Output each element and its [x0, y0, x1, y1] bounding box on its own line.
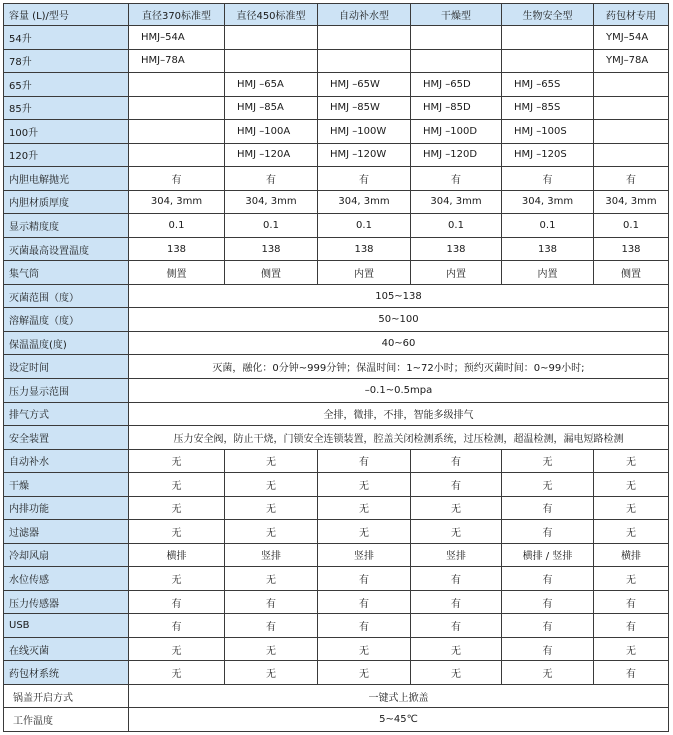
- feature-cell: 无: [129, 661, 225, 685]
- row-label: 水位传感: [4, 567, 129, 591]
- model-cell: [318, 49, 411, 73]
- feature-cell: 无: [502, 449, 594, 473]
- feature-cell: 无: [129, 637, 225, 661]
- row-label: 78升: [4, 49, 129, 73]
- row-label: 内胆材质厚度: [4, 190, 129, 214]
- feature-row: [4, 567, 669, 591]
- feature-cell: 无: [594, 496, 669, 520]
- shared-value: 灭菌，融化：0分钟~999分钟；保温时间：1~72小时；预约灭菌时间：0~99小时;: [129, 355, 669, 379]
- feature-cell: 无: [318, 661, 411, 685]
- row-label: 冷却风扇: [4, 543, 129, 567]
- feature-cell: 无: [318, 520, 411, 544]
- footer-row: [4, 708, 669, 732]
- row-label: 灭菌范围（度）: [4, 284, 129, 308]
- model-cell: YMJ–78A: [594, 49, 669, 73]
- row-label: 设定时间: [4, 355, 129, 379]
- model-cell: HMJ –120S: [502, 143, 594, 167]
- col-header: 生物安全型: [502, 4, 594, 26]
- feature-cell: 无: [502, 473, 594, 497]
- spec-cell: 138: [318, 237, 411, 261]
- feature-cell: 横排: [594, 543, 669, 567]
- spec-cell: 304, 3mm: [129, 190, 225, 214]
- row-label: 锅盖开启方式: [4, 684, 129, 708]
- feature-cell: 有: [502, 614, 594, 638]
- feature-cell: 竖排: [225, 543, 318, 567]
- spec-cell: 有: [594, 167, 669, 191]
- spec-row: [4, 167, 669, 191]
- shared-row: [4, 402, 669, 426]
- feature-cell: 无: [411, 637, 502, 661]
- feature-cell: 无: [225, 661, 318, 685]
- feature-cell: 无: [502, 661, 594, 685]
- row-label: 在线灭菌: [4, 637, 129, 661]
- row-label: 100升: [4, 120, 129, 144]
- capacity-row: [4, 143, 669, 167]
- header-corner: 容量 (L)/型号: [4, 4, 129, 26]
- model-cell: [411, 49, 502, 73]
- feature-cell: 横排 / 竖排: [502, 543, 594, 567]
- model-cell: [594, 143, 669, 167]
- spec-cell: 304, 3mm: [502, 190, 594, 214]
- feature-cell: 有: [411, 614, 502, 638]
- spec-cell: 304, 3mm: [318, 190, 411, 214]
- spec-cell: 304, 3mm: [225, 190, 318, 214]
- row-label: 压力传感器: [4, 590, 129, 614]
- model-cell: [594, 73, 669, 97]
- row-label: 压力显示范围: [4, 378, 129, 402]
- spec-cell: 304, 3mm: [594, 190, 669, 214]
- col-header: 直径450标准型: [225, 4, 318, 26]
- feature-row: [4, 520, 669, 544]
- model-cell: [318, 26, 411, 50]
- feature-cell: 无: [594, 637, 669, 661]
- feature-cell: 无: [225, 637, 318, 661]
- spec-cell: 内置: [318, 261, 411, 285]
- spec-cell: 有: [411, 167, 502, 191]
- spec-cell: 侧置: [225, 261, 318, 285]
- spec-cell: 138: [411, 237, 502, 261]
- model-cell: HMJ–78A: [129, 49, 225, 73]
- spec-row: [4, 237, 669, 261]
- feature-row: [4, 637, 669, 661]
- shared-value: 40~60: [129, 331, 669, 355]
- model-cell: [129, 120, 225, 144]
- feature-cell: 无: [129, 520, 225, 544]
- header-row: [4, 4, 669, 26]
- spec-cell: 有: [225, 167, 318, 191]
- col-header: 干燥型: [411, 4, 502, 26]
- model-cell: [225, 49, 318, 73]
- spec-cell: 内置: [502, 261, 594, 285]
- shared-row: [4, 355, 669, 379]
- feature-cell: 无: [318, 496, 411, 520]
- model-cell: [129, 73, 225, 97]
- model-cell: HMJ –65W: [318, 73, 411, 97]
- model-cell: YMJ–54A: [594, 26, 669, 50]
- spec-cell: 304, 3mm: [411, 190, 502, 214]
- model-cell: HMJ –85S: [502, 96, 594, 120]
- row-label: 干燥: [4, 473, 129, 497]
- feature-cell: 有: [502, 590, 594, 614]
- feature-cell: 有: [129, 590, 225, 614]
- model-cell: HMJ –85D: [411, 96, 502, 120]
- row-label: 显示精度度: [4, 214, 129, 238]
- spec-cell: 0.1: [502, 214, 594, 238]
- shared-row: [4, 331, 669, 355]
- feature-cell: 有: [502, 496, 594, 520]
- capacity-row: [4, 120, 669, 144]
- feature-row: [4, 473, 669, 497]
- feature-cell: 无: [129, 449, 225, 473]
- feature-cell: 有: [411, 473, 502, 497]
- row-label: 120升: [4, 143, 129, 167]
- shared-value: 压力安全阀，防止干烧，门锁安全连锁装置，腔盖关闭检测系统，过压检测，超温检测，漏电短路检测: [129, 426, 669, 450]
- feature-row: [4, 496, 669, 520]
- feature-cell: 有: [594, 661, 669, 685]
- model-cell: [502, 49, 594, 73]
- model-cell: HMJ –65D: [411, 73, 502, 97]
- shared-row: [4, 308, 669, 332]
- feature-row: [4, 590, 669, 614]
- feature-cell: 无: [225, 567, 318, 591]
- feature-cell: 有: [225, 590, 318, 614]
- spec-cell: 138: [225, 237, 318, 261]
- col-header: 药包材专用: [594, 4, 669, 26]
- spec-row: [4, 214, 669, 238]
- capacity-row: [4, 73, 669, 97]
- feature-cell: 无: [411, 520, 502, 544]
- feature-cell: 有: [502, 520, 594, 544]
- row-label: 内排功能: [4, 496, 129, 520]
- feature-cell: 有: [594, 590, 669, 614]
- spec-cell: 138: [594, 237, 669, 261]
- shared-value: 50~100: [129, 308, 669, 332]
- model-cell: HMJ–54A: [129, 26, 225, 50]
- row-label: 内胆电解抛光: [4, 167, 129, 191]
- feature-cell: 无: [594, 473, 669, 497]
- row-label: 保温温度(度): [4, 331, 129, 355]
- feature-cell: 有: [411, 567, 502, 591]
- model-cell: HMJ –65S: [502, 73, 594, 97]
- spec-cell: 0.1: [594, 214, 669, 238]
- feature-cell: 有: [411, 449, 502, 473]
- feature-cell: 有: [318, 590, 411, 614]
- feature-cell: 无: [129, 473, 225, 497]
- model-cell: HMJ –120D: [411, 143, 502, 167]
- spec-cell: 138: [502, 237, 594, 261]
- feature-cell: 无: [594, 567, 669, 591]
- row-label: 集气筒: [4, 261, 129, 285]
- spec-table: [3, 3, 669, 732]
- col-header: 直径370标准型: [129, 4, 225, 26]
- model-cell: HMJ –100W: [318, 120, 411, 144]
- feature-cell: 有: [225, 614, 318, 638]
- model-cell: HMJ –120W: [318, 143, 411, 167]
- spec-cell: 内置: [411, 261, 502, 285]
- model-cell: HMJ –100A: [225, 120, 318, 144]
- feature-cell: 无: [129, 567, 225, 591]
- feature-cell: 有: [129, 614, 225, 638]
- model-cell: [502, 26, 594, 50]
- model-cell: HMJ –100S: [502, 120, 594, 144]
- spec-cell: 侧置: [129, 261, 225, 285]
- spec-cell: 138: [129, 237, 225, 261]
- row-label: 54升: [4, 26, 129, 50]
- spec-row: [4, 190, 669, 214]
- footer-value: 5~45℃: [129, 708, 669, 732]
- feature-cell: 无: [411, 496, 502, 520]
- capacity-row: [4, 26, 669, 50]
- feature-row: [4, 543, 669, 567]
- feature-cell: 有: [411, 590, 502, 614]
- row-label: 工作温度: [4, 708, 129, 732]
- feature-cell: 无: [594, 520, 669, 544]
- shared-value: –0.1~0.5mpa: [129, 378, 669, 402]
- feature-cell: 有: [502, 567, 594, 591]
- spec-cell: 0.1: [225, 214, 318, 238]
- model-cell: [129, 96, 225, 120]
- shared-row: [4, 378, 669, 402]
- spec-row: [4, 261, 669, 285]
- feature-cell: 有: [318, 567, 411, 591]
- feature-cell: 有: [318, 614, 411, 638]
- feature-cell: 有: [318, 449, 411, 473]
- row-label: USB: [4, 614, 129, 638]
- col-header: 自动补水型: [318, 4, 411, 26]
- row-label: 过滤器: [4, 520, 129, 544]
- feature-row: [4, 449, 669, 473]
- model-cell: [129, 143, 225, 167]
- spec-table-body: [4, 26, 669, 732]
- capacity-row: [4, 49, 669, 73]
- row-label: 药包材系统: [4, 661, 129, 685]
- row-label: 安全装置: [4, 426, 129, 450]
- feature-row: [4, 661, 669, 685]
- row-label: 灭菌最高设置温度: [4, 237, 129, 261]
- row-label: 溶解温度（度）: [4, 308, 129, 332]
- model-cell: [225, 26, 318, 50]
- model-cell: [594, 96, 669, 120]
- spec-cell: 有: [129, 167, 225, 191]
- shared-value: 105~138: [129, 284, 669, 308]
- spec-cell: 有: [318, 167, 411, 191]
- model-cell: HMJ –85W: [318, 96, 411, 120]
- model-cell: [594, 120, 669, 144]
- footer-value: 一键式上掀盖: [129, 684, 669, 708]
- model-cell: HMJ –65A: [225, 73, 318, 97]
- spec-cell: 有: [502, 167, 594, 191]
- capacity-row: [4, 96, 669, 120]
- spec-cell: 0.1: [318, 214, 411, 238]
- row-label: 自动补水: [4, 449, 129, 473]
- feature-cell: 无: [225, 496, 318, 520]
- feature-cell: 无: [318, 473, 411, 497]
- shared-value: 全排，微排，不排，智能多级排气: [129, 402, 669, 426]
- feature-cell: 横排: [129, 543, 225, 567]
- shared-row: [4, 426, 669, 450]
- feature-cell: 竖排: [411, 543, 502, 567]
- spec-cell: 侧置: [594, 261, 669, 285]
- row-label: 排气方式: [4, 402, 129, 426]
- footer-row: [4, 684, 669, 708]
- feature-cell: 无: [225, 473, 318, 497]
- spec-cell: 0.1: [411, 214, 502, 238]
- feature-cell: 有: [594, 614, 669, 638]
- feature-row: [4, 614, 669, 638]
- model-cell: HMJ –120A: [225, 143, 318, 167]
- feature-cell: 竖排: [318, 543, 411, 567]
- feature-cell: 无: [225, 520, 318, 544]
- row-label: 85升: [4, 96, 129, 120]
- model-cell: [411, 26, 502, 50]
- model-cell: HMJ –85A: [225, 96, 318, 120]
- model-cell: HMJ –100D: [411, 120, 502, 144]
- row-label: 65升: [4, 73, 129, 97]
- feature-cell: 有: [502, 637, 594, 661]
- feature-cell: 无: [129, 496, 225, 520]
- feature-cell: 无: [318, 637, 411, 661]
- shared-row: [4, 284, 669, 308]
- feature-cell: 无: [225, 449, 318, 473]
- feature-cell: 无: [411, 661, 502, 685]
- spec-cell: 0.1: [129, 214, 225, 238]
- feature-cell: 无: [594, 449, 669, 473]
